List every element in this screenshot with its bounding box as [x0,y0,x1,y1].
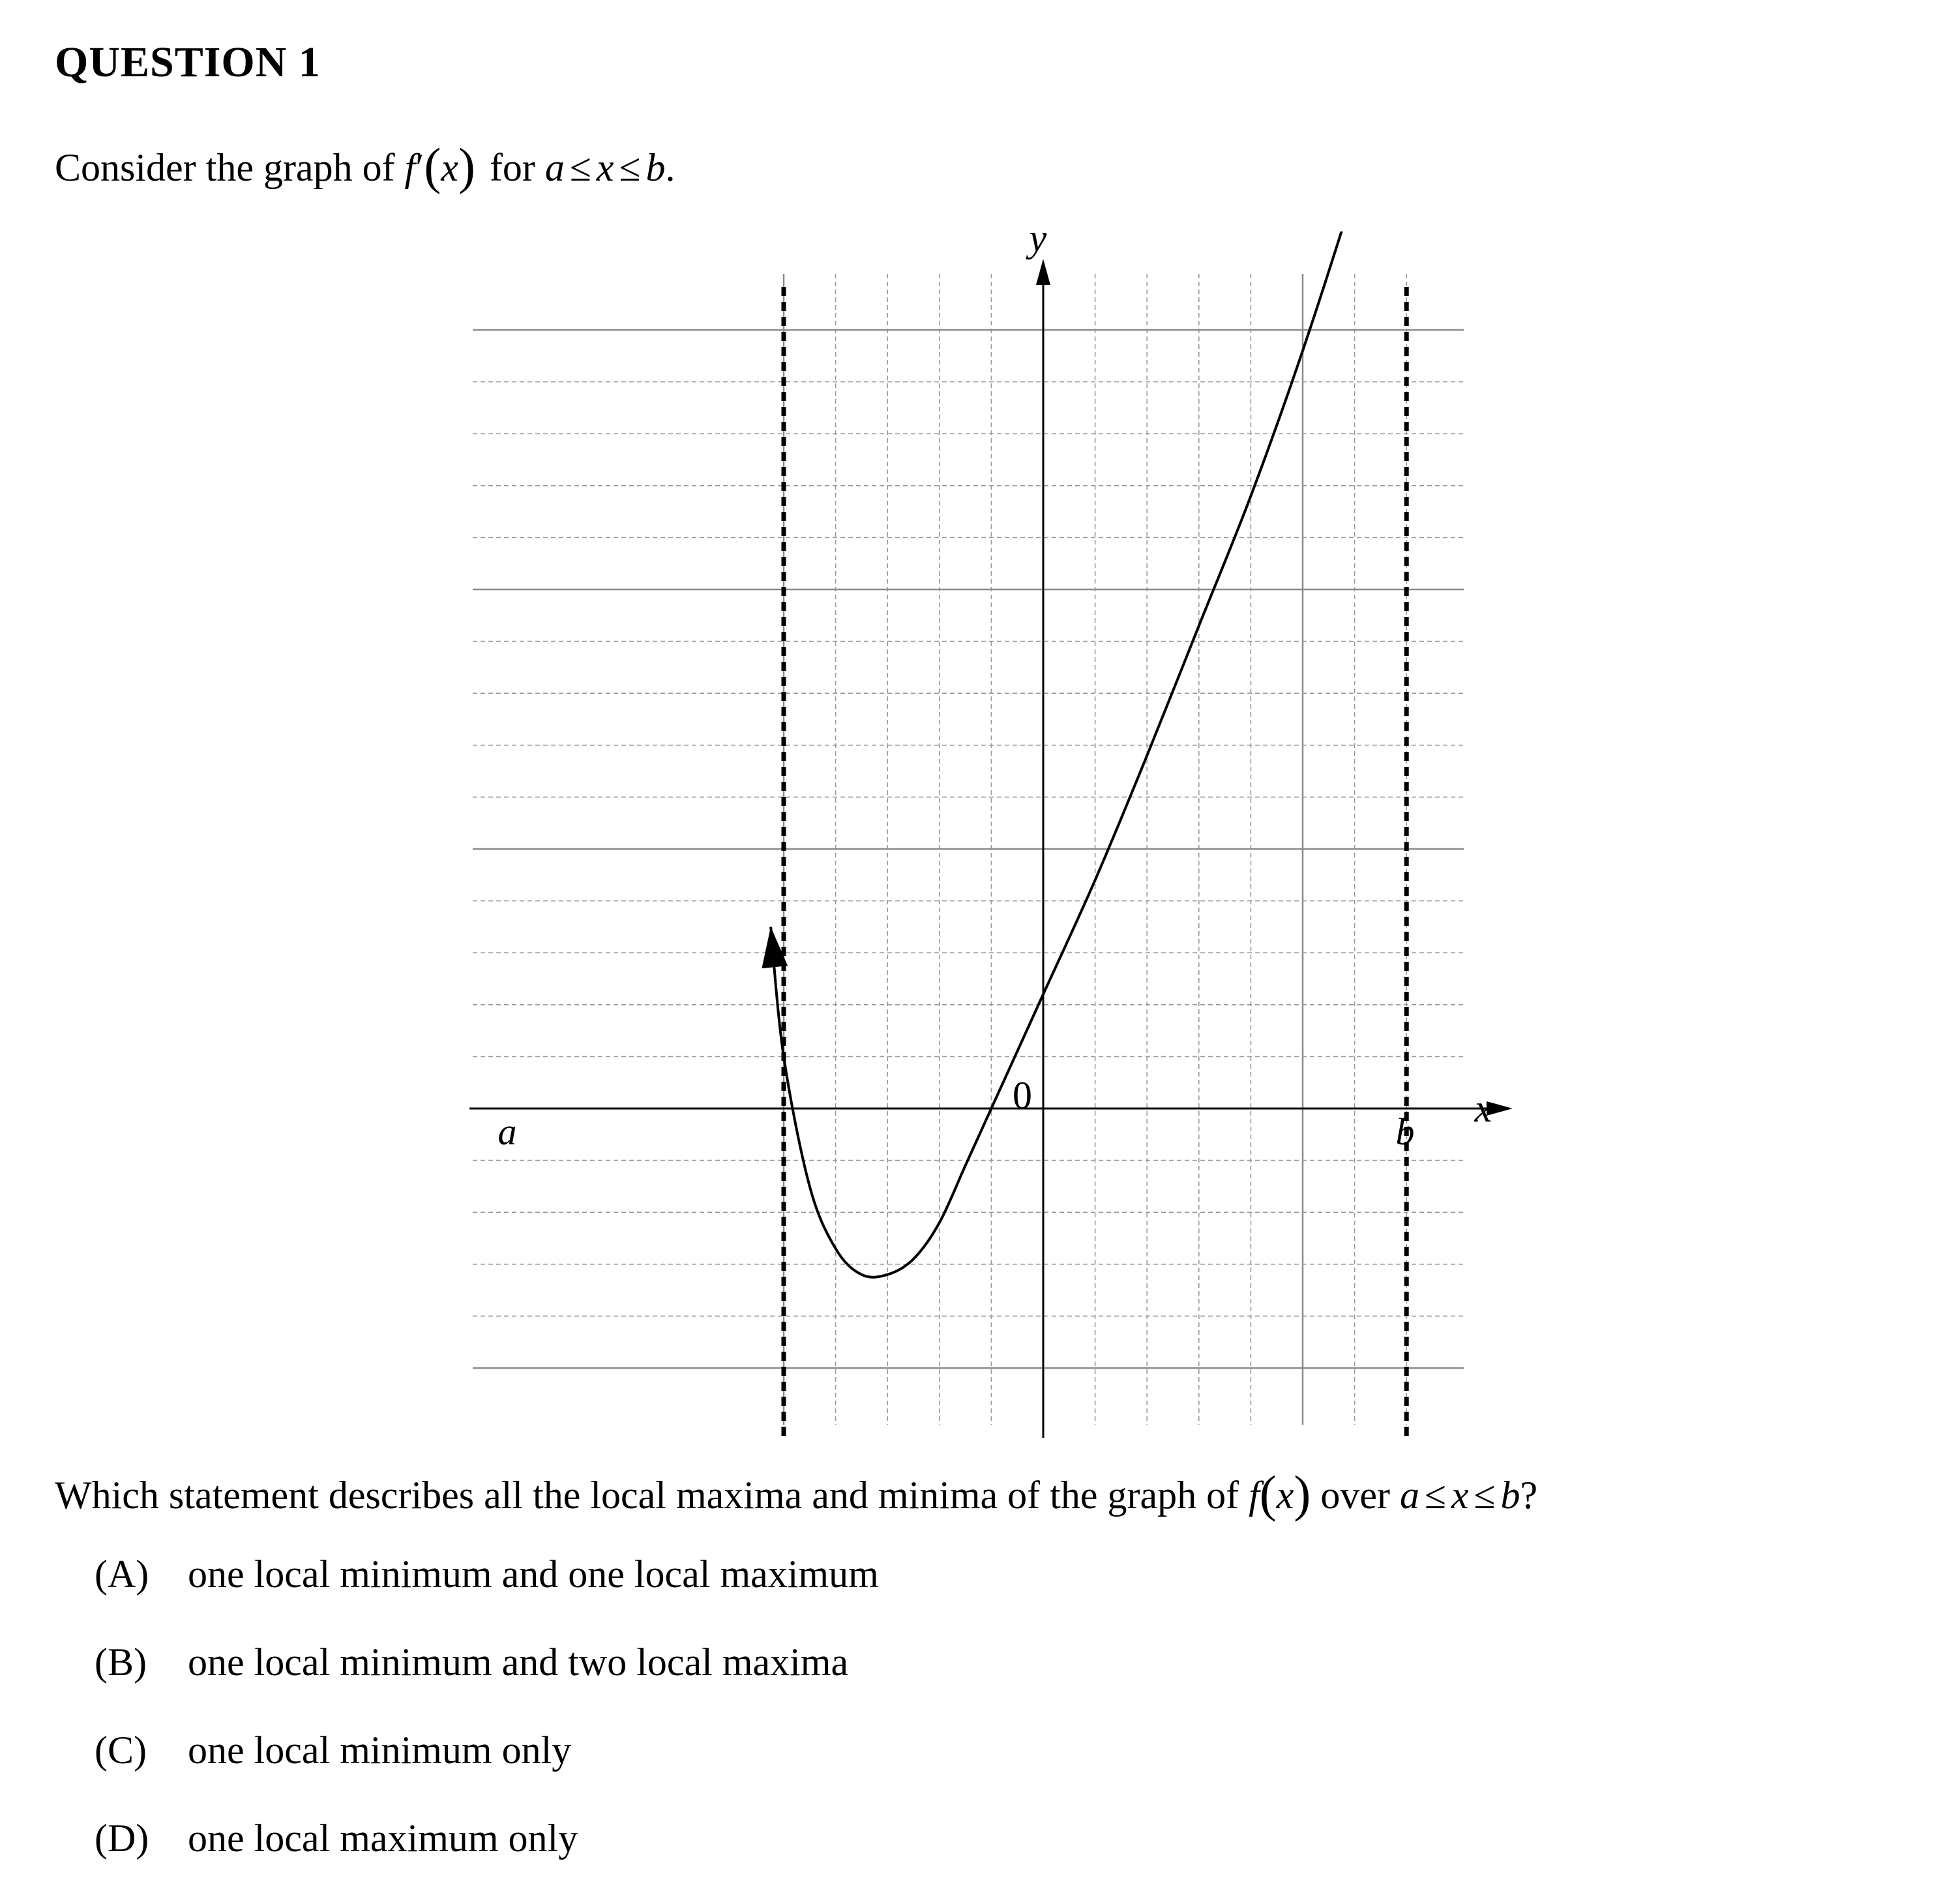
grid [473,274,1464,1425]
derivative-graph [456,231,1526,1438]
stem-lower: a [544,146,565,189]
axis-labels [498,231,1492,1153]
question-prompt: Which statement describes all the local maxima and minima of the graph of f(x) over a ≤ x ≤ b? [55,1465,1538,1522]
stem-text: Consider the graph of [55,146,395,189]
stem-leq-2: ≤ [619,146,641,189]
option-letter: (A) [95,1553,149,1596]
option-letter: (C) [95,1729,147,1772]
prompt-variable: x [1276,1474,1294,1517]
prompt-over: over [1320,1474,1390,1517]
stem-upper: b [645,146,666,189]
origin-label: 0 [1013,1074,1032,1117]
prompt-variable-2: x [1451,1474,1469,1517]
prompt-leq-2: ≤ [1474,1474,1496,1517]
curve-layer [762,231,1449,1277]
y-axis-arrow [1036,259,1050,285]
prompt-leq-1: ≤ [1424,1474,1446,1517]
boundary-label-b: b [1395,1110,1415,1153]
question-heading: QUESTION 1 [55,38,321,86]
prompt-function: f [1249,1474,1260,1517]
option-text: one local minimum and one local maximum [188,1553,879,1596]
curve-series-0 [771,231,1448,1277]
stem-variable: x [441,146,458,189]
boundary-label-a: a [497,1110,517,1153]
stem-function: f [404,146,416,189]
prompt-end: ? [1520,1474,1538,1517]
stem-prime: ′ [415,146,424,189]
y-axis-label: y [1029,231,1047,260]
stem-variable-2: x [596,146,614,189]
stem-leq-1: ≤ [569,146,591,189]
stem-for: for [489,146,535,189]
question-stem: Consider the graph of f′(x) for a ≤ x ≤ b. [55,138,675,194]
prompt-text: Which statement describes all the local maxima and minima of the graph of [55,1474,1239,1517]
prompt-upper: b [1500,1474,1520,1517]
prompt-lower: a [1399,1474,1419,1517]
option-text: one local maximum only [188,1817,578,1860]
option-text: one local minimum and two local maxima [188,1641,849,1684]
x-axis-label: x [1474,1087,1492,1130]
option-letter: (B) [95,1641,147,1684]
option-letter: (D) [95,1817,149,1860]
stem-end: . [665,146,675,189]
option-text: one local minimum only [188,1729,572,1772]
